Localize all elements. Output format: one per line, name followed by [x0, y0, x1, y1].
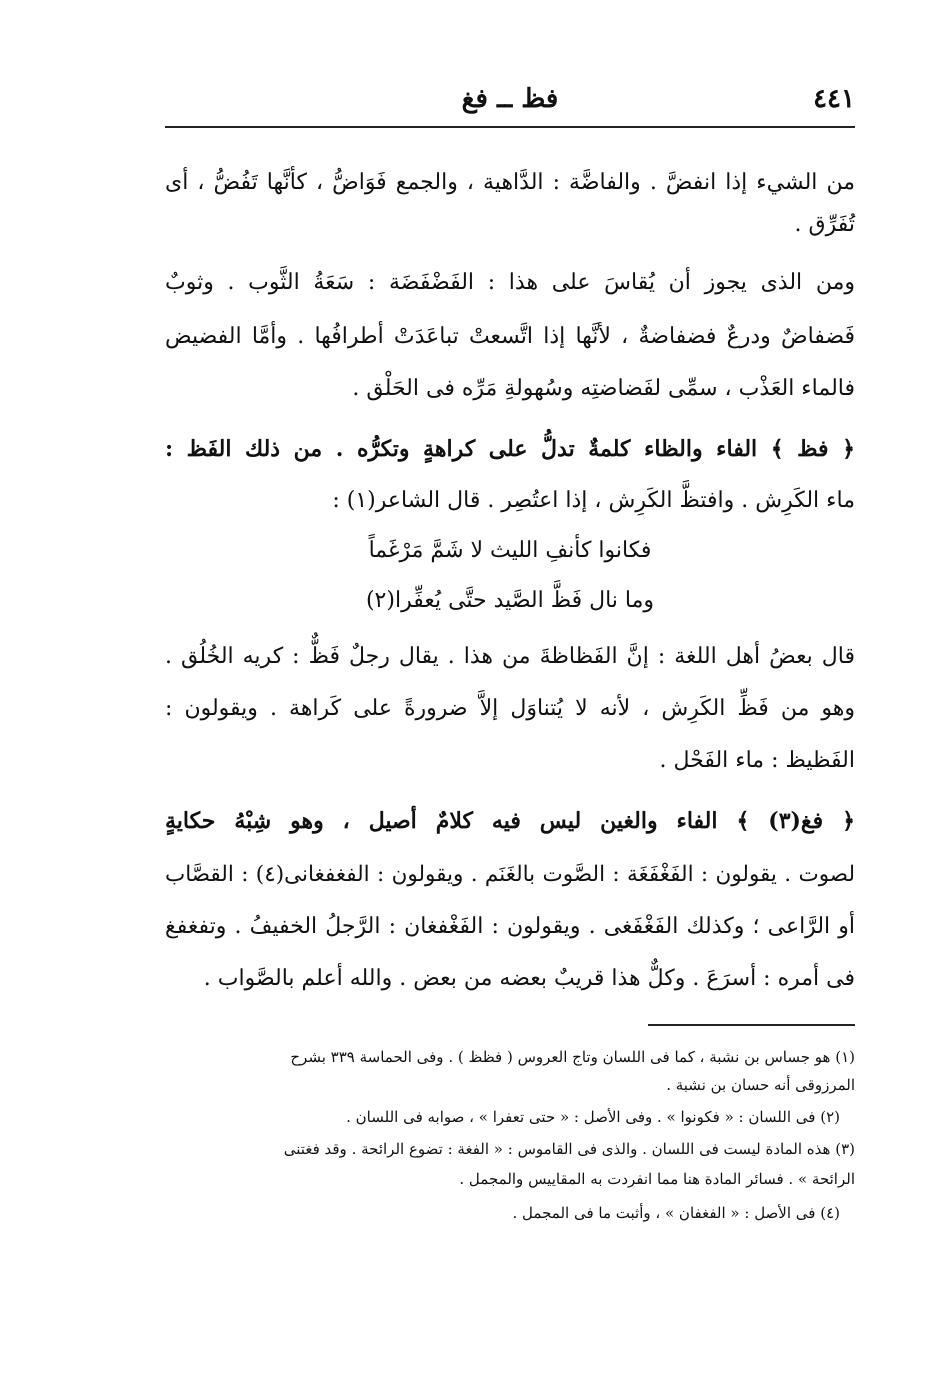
text-line: وهو من فَظِّ الكَرِش ، لأنه لا يُتناوَل إلاَّ ضرورةً على كَراهة . ويقولون :	[165, 696, 855, 721]
text-line: ومن الذى يجوز أن يُقاسَ على هذا : الفَضْفَضَة : سَعَةُ الثَّوب . وثوبٌ	[165, 270, 855, 295]
text-line: أو الرَّاعى ؛ وكذلك الفَغْفَغى . ويقولون : الفَغْفغان : الرَّجلُ الخفيفُ . وتفغفغ	[165, 914, 855, 939]
text-line: قال بعضُ أهل اللغة : إنَّ الفَظاظةَ من هذا . يقال رجلٌ فَظٌّ : كريه الخُلُق .	[165, 644, 855, 669]
text-line: تُفَرِّق .	[794, 212, 855, 237]
poetry-verse: فكانوا كأنفِ الليث لا شَمَّ مَرْغَماً	[368, 538, 652, 563]
entry-heading-line: ﴿ فغ(٣) ﴾ الفاء والغين ليس فيه كلامٌ أصيل ، وهو شِبْهُ حكايةٍ	[165, 808, 855, 834]
footnote-line: الرائحة » . فسائر المادة هنا مما انفردت به المقاييس والمجمل .	[459, 1170, 855, 1188]
footnote-line: (٤) فى الأصل : « الفغفان » ، وأثبت ما فى المجمل .	[512, 1204, 840, 1222]
header-rule	[165, 126, 855, 128]
footnote-line: (١) هو جساس بن نشبة ، كما فى اللسان وتاج العروس ( فظظ ) . وفى الحماسة ٣٣٩ بشرح	[290, 1048, 855, 1066]
entry-heading-line: ﴿ فظ ﴾ الفاء والظاء كلمةٌ تدلُّ على كراهةٍ وتكرُّه . من ذلك الفَظ :	[165, 436, 855, 462]
text-line: فالماء العَذْب ، سمِّى لفَضاضتِه وسُهولةِ مَرِّه فى الحَلْق .	[352, 376, 855, 401]
footnote-rule	[648, 1024, 855, 1026]
footnote-line: (٢) فى اللسان : « فكونوا » . وفى الأصل : « حتى تعفرا » ، صوابه فى اللسان .	[346, 1108, 840, 1126]
footnote-line: (٣) هذه المادة ليست فى اللسان . والذى فى القاموس : « الفغة : تضوع الرائحة . وقد فغتنى	[283, 1140, 855, 1158]
text-line: فَضفاضٌ ودرعٌ فضفاضةٌ ، لأنَّها إذا اتَّسعتْ تباعَدَتْ أطرافُها . وأمَّا الفضيض	[165, 324, 855, 349]
page-number: ٤٤١	[813, 84, 855, 114]
running-title: فظ ــ فغ	[461, 84, 559, 114]
text-line: من الشيء إذا انفضَّ . والفاضَّة : الدَّاهية ، والجمع فَوَاضُّ ، كأنَّها تَفُضُّ ، أى	[165, 170, 855, 195]
text-line: فى أمره : أسرَعَ . وكلٌّ هذا قريبٌ بعضه من بعض . والله أعلم بالصَّواب .	[203, 966, 855, 991]
text-line: لصوت . يقولون : الفَغْفَغَة : الصَّوت بالغَنَم . ويقولون : الفغفغانى(٤) : القصَّاب	[165, 862, 855, 887]
text-line: الفَظيظ : ماء الفَحْل .	[659, 748, 855, 773]
poetry-verse: وما نال فَظَّ الصَّيد حتَّى يُعفِّرا(٢)	[365, 588, 655, 613]
footnote-line: المرزوقى أنه حسان بن نشبة .	[666, 1076, 855, 1094]
running-header	[165, 82, 855, 122]
text-line: ماء الكَرِش . وافتظَّ الكَرِش ، إذا اعتُصِر . قال الشاعر(١) :	[332, 488, 855, 513]
